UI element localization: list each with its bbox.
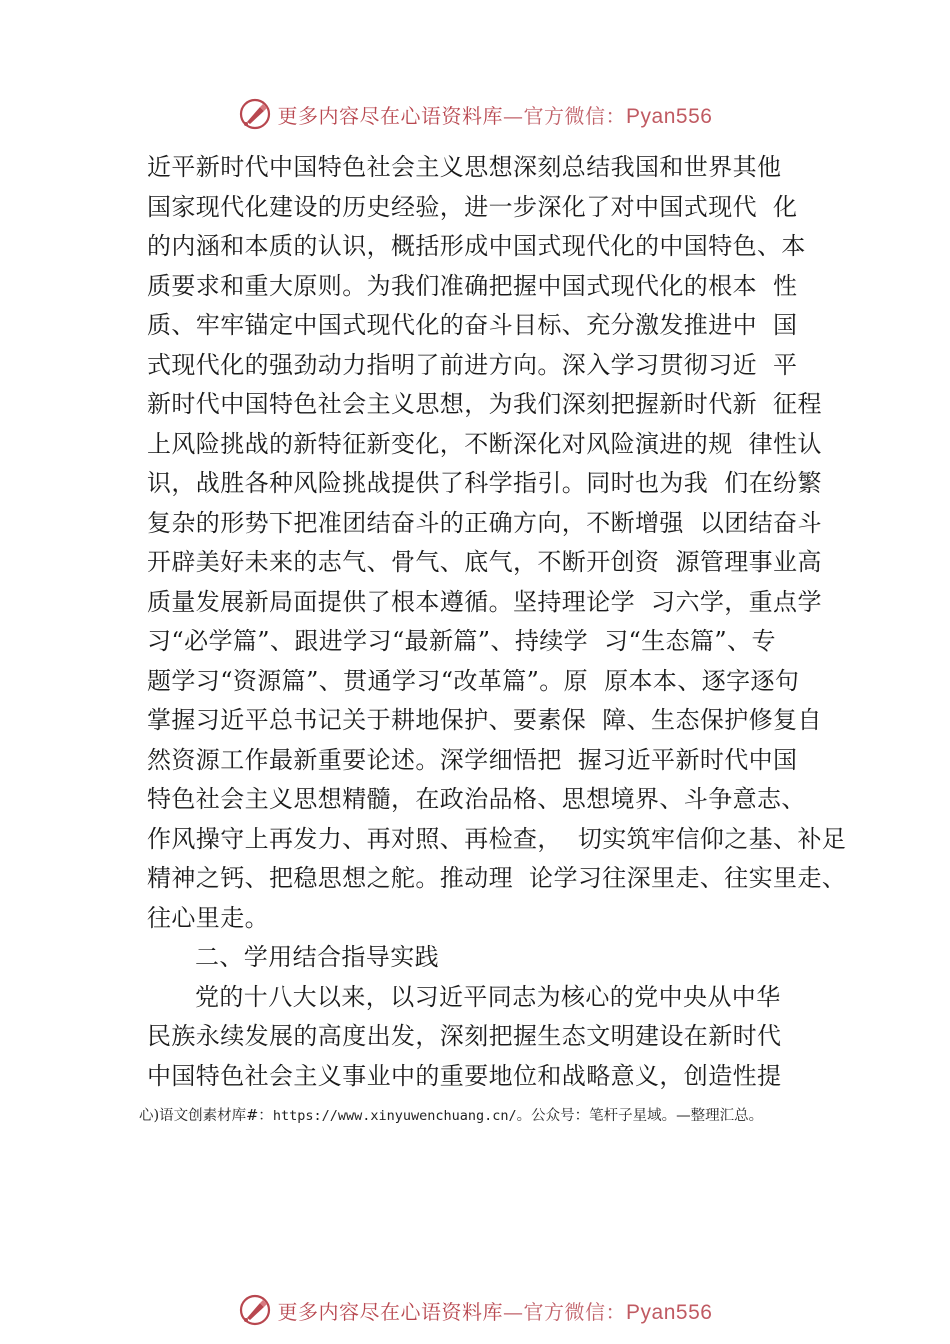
header-banner bbox=[0, 94, 950, 134]
footer-banner-text bbox=[278, 1296, 713, 1325]
body-line: 作风操守上再发力、再对照、再检查， 切实筑牢信仰之基、补足 bbox=[147, 824, 847, 853]
footnote-url: https://www.xinyuwenchuang.cn/ bbox=[272, 1108, 517, 1124]
body-line: 民族永续发展的高度出发，深刻把握生态文明建设在新时代 bbox=[147, 1022, 782, 1050]
body-line: 特色社会主义思想精髓，在政治品格、思想境界、斗争意志、 bbox=[147, 785, 806, 813]
body-line: 精神之钙、把稳思想之舵。推动理 论学习往深里走、往实里走、 bbox=[147, 864, 847, 892]
body-line: 党的十八大以来，以习近平同志为核心的党中央从中华 bbox=[195, 982, 781, 1011]
body-line: 国家现代化建设的历史经验，进一步深化了对中国式现代 化 bbox=[147, 192, 798, 221]
body-line: 然资源工作最新重要论述。深学细悟把 握习近平新时代中国 bbox=[147, 745, 798, 774]
header-banner-main: 更多内容尽在心语资料库 bbox=[277, 103, 504, 128]
body-line: 开辟美好未来的志气、骨气、底气，不断开创资 源管理事业高 bbox=[147, 548, 822, 576]
body-line: 质量发展新局面提供了根本遵循。坚持理论学 习六学，重点学 bbox=[147, 587, 822, 616]
pen-nib-logo-icon bbox=[238, 97, 272, 131]
header-banner-text bbox=[278, 100, 713, 129]
body-line: 题学习“资源篇”、贯通学习“改革篇”。原 原本本、逐字逐句 bbox=[147, 666, 800, 695]
body-line: 复杂的形势下把准团结奋斗的正确方向，不断增强 以团结奋斗 bbox=[147, 508, 822, 537]
body-line: 往心里走。 bbox=[147, 903, 269, 932]
body-line: 式现代化的强劲动力指明了前进方向。深入学习贯彻习近 平 bbox=[147, 350, 798, 379]
body-line: 习“必学篇”、跟进学习“最新篇”、持续学 习“生态篇”、专 bbox=[147, 627, 776, 655]
pen-nib-logo-icon bbox=[238, 1293, 272, 1327]
document-body bbox=[147, 148, 847, 1096]
footer-banner bbox=[0, 1290, 950, 1330]
body-line: 上风险挑战的新特征新变化，不断深化对风险演进的规 律性认 bbox=[147, 429, 822, 458]
header-banner-id: Pyan556 bbox=[626, 104, 713, 128]
body-line: 的内涵和本质的认识，概括形成中国式现代化的中国特色、本 bbox=[147, 232, 806, 260]
header-banner-sep: — bbox=[503, 103, 524, 128]
footnote-suffix: 。公众号：笔杆子星域。—整理汇总。 bbox=[516, 1108, 764, 1124]
footer-banner-label: 官方微信： bbox=[523, 1299, 627, 1324]
body-line: 新时代中国特色社会主义思想，为我们深刻把握新时代新 征程 bbox=[147, 390, 822, 418]
footer-banner-sep: — bbox=[503, 1299, 524, 1324]
header-banner-label: 官方微信： bbox=[523, 103, 627, 128]
footer-banner-id: Pyan556 bbox=[626, 1300, 713, 1324]
body-line: 近平新时代中国特色社会主义思想深刻总结我国和世界其他 bbox=[147, 153, 782, 181]
body-line: 质、牢牢锚定中国式现代化的奋斗目标、充分激发推进中 国 bbox=[147, 311, 798, 339]
body-line: 掌握习近平总书记关于耕地保护、要素保 障、生态保护修复自 bbox=[147, 706, 822, 734]
footnote-prefix: 心)语文创素材库#： bbox=[139, 1108, 273, 1124]
footer-banner-main: 更多内容尽在心语资料库 bbox=[277, 1299, 504, 1324]
footnote bbox=[139, 1104, 869, 1125]
section-heading: 二、学用结合指导实践 bbox=[195, 943, 439, 971]
body-line: 识，战胜各种风险挑战提供了科学指引。同时也为我 们在纷繁 bbox=[147, 469, 822, 497]
body-line: 质要求和重大原则。为我们准确把握中国式现代化的根本 性 bbox=[147, 271, 798, 300]
body-line: 中国特色社会主义事业中的重要地位和战略意义，创造性提 bbox=[147, 1061, 782, 1090]
